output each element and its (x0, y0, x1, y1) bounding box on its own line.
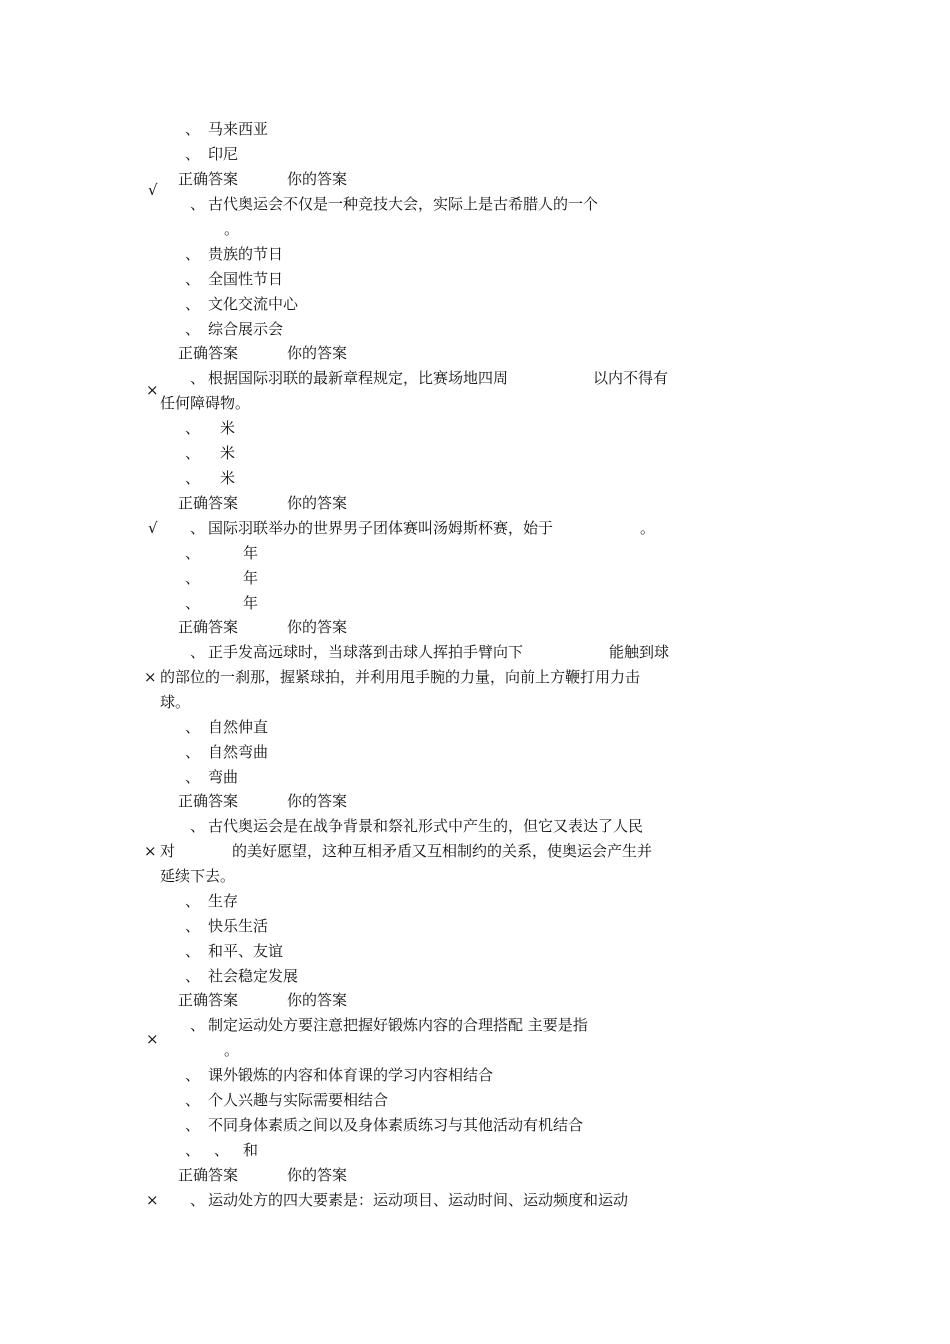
question-stem: 古代奥运会是在战争背景和祭礼形式中产生的，但它又表达了人民 (208, 817, 644, 835)
question-stem: 能触到球 (609, 643, 670, 661)
option-sep: 、 (185, 917, 201, 935)
option-sep: 、 (185, 1141, 201, 1159)
cross-mark: × (144, 842, 157, 860)
option-sep: 、 (185, 419, 201, 437)
option-text: 自然伸直 (208, 718, 269, 736)
option-sep: 、 (185, 544, 201, 562)
question-blank-period: 。 (224, 220, 240, 238)
option-sep: 、 (185, 743, 201, 761)
option-sep: 、 (185, 1066, 201, 1084)
option-text: 年 (243, 544, 259, 562)
question-stem: 运动处方的四大要素是：运动项目、运动时间、运动频度和运动 (208, 1191, 629, 1209)
option-text: 文化交流中心 (208, 295, 299, 313)
question-sep: 、 (190, 195, 206, 213)
option-text: 课外锻炼的内容和体育课的学习内容相结合 (208, 1066, 494, 1084)
option-text: 生存 (208, 892, 239, 910)
your-answer-label: 你的答案 (287, 991, 348, 1009)
question-sep: 、 (190, 1191, 206, 1209)
question-stem: 古代奥运会不仅是一种竞技大会，实际上是古希腊人的一个 (208, 195, 599, 213)
correct-answer-label: 正确答案 (178, 792, 239, 810)
option-sep: 、 (185, 967, 201, 985)
option-sep: 、 (185, 245, 201, 263)
option-text: 不同身体素质之间以及身体素质练习与其他活动有机结合 (208, 1116, 584, 1134)
question-stem: 根据国际羽联的最新章程规定，比赛场地四周 (208, 369, 509, 387)
your-answer-label: 你的答案 (287, 344, 348, 362)
option-text: 自然弯曲 (208, 743, 269, 761)
check-mark: √ (148, 519, 158, 537)
correct-answer-label: 正确答案 (178, 344, 239, 362)
your-answer-label: 你的答案 (287, 494, 348, 512)
option-sep: 、 (185, 1091, 201, 1109)
correct-answer-label: 正确答案 (178, 170, 239, 188)
option-text: 年 (243, 594, 259, 612)
correct-answer-label: 正确答案 (178, 494, 239, 512)
question-stem: 延续下去。 (160, 867, 236, 885)
question-stem: 对 (160, 842, 176, 860)
question-stem: 任何障碍物。 (160, 394, 251, 412)
question-sep: 、 (190, 643, 206, 661)
cross-mark: × (146, 1030, 159, 1048)
question-stem: 制定运动处方要注意把握好锻炼内容的合理搭配 主要是指 (208, 1016, 588, 1034)
cross-mark: × (144, 668, 157, 686)
option-sep: 、 (185, 270, 201, 288)
question-stem: 的部位的一刹那，握紧球拍，并利用甩手腕的力量，向前上方鞭打用力击 (160, 668, 641, 686)
cross-mark: × (146, 381, 159, 399)
option-sep: 、 (185, 892, 201, 910)
option-text: 和 (243, 1141, 259, 1159)
your-answer-label: 你的答案 (287, 1166, 348, 1184)
option-sep: 、 (185, 320, 201, 338)
option-sep: 、 (185, 718, 201, 736)
option-text: 米 (220, 469, 236, 487)
question-stem: 球。 (160, 693, 191, 711)
option-text: 个人兴趣与实际需要相结合 (208, 1091, 389, 1109)
question-sep: 、 (190, 369, 206, 387)
check-mark: √ (148, 181, 158, 199)
option-text: 社会稳定发展 (208, 967, 299, 985)
cross-mark: × (146, 1191, 159, 1209)
option-sep: 、 (185, 942, 201, 960)
correct-answer-label: 正确答案 (178, 1166, 239, 1184)
option-sep: 、 (214, 1141, 230, 1159)
option-sep: 、 (185, 594, 201, 612)
option-sep: 、 (185, 1116, 201, 1134)
question-stem: 正手发高远球时，当球落到击球人挥拍手臂向下 (208, 643, 524, 661)
question-blank-period: 。 (224, 1041, 240, 1059)
your-answer-label: 你的答案 (287, 170, 348, 188)
question-stem: 以内不得有 (593, 369, 669, 387)
question-sep: 、 (190, 1016, 206, 1034)
correct-answer-label: 正确答案 (178, 618, 239, 636)
option-text: 贵族的节日 (208, 245, 284, 263)
question-blank-period: 。 (640, 519, 656, 537)
option-text: 综合展示会 (208, 320, 284, 338)
option-sep: 、 (185, 768, 201, 786)
correct-answer-label: 正确答案 (178, 991, 239, 1009)
question-stem: 的美好愿望，这种互相矛盾又互相制约的关系，使奥运会产生并 (232, 842, 653, 860)
option-sep: 、 (185, 295, 201, 313)
option-text: 和平、友谊 (208, 942, 284, 960)
your-answer-label: 你的答案 (287, 792, 348, 810)
option-text: 弯曲 (208, 768, 239, 786)
option-text: 全国性节日 (208, 270, 284, 288)
option-text: 印尼 (208, 145, 239, 163)
your-answer-label: 你的答案 (287, 618, 348, 636)
option-text: 年 (243, 569, 259, 587)
question-stem: 国际羽联举办的世界男子团体赛叫汤姆斯杯赛，始于 (208, 519, 554, 537)
option-sep: 、 (185, 120, 201, 138)
question-sep: 、 (190, 519, 206, 537)
option-sep: 、 (185, 145, 201, 163)
option-sep: 、 (185, 569, 201, 587)
option-text: 马来西亚 (208, 120, 269, 138)
option-text: 快乐生活 (208, 917, 269, 935)
option-text: 米 (220, 444, 236, 462)
option-sep: 、 (185, 444, 201, 462)
question-sep: 、 (190, 817, 206, 835)
option-text: 米 (220, 419, 236, 437)
option-sep: 、 (185, 469, 201, 487)
